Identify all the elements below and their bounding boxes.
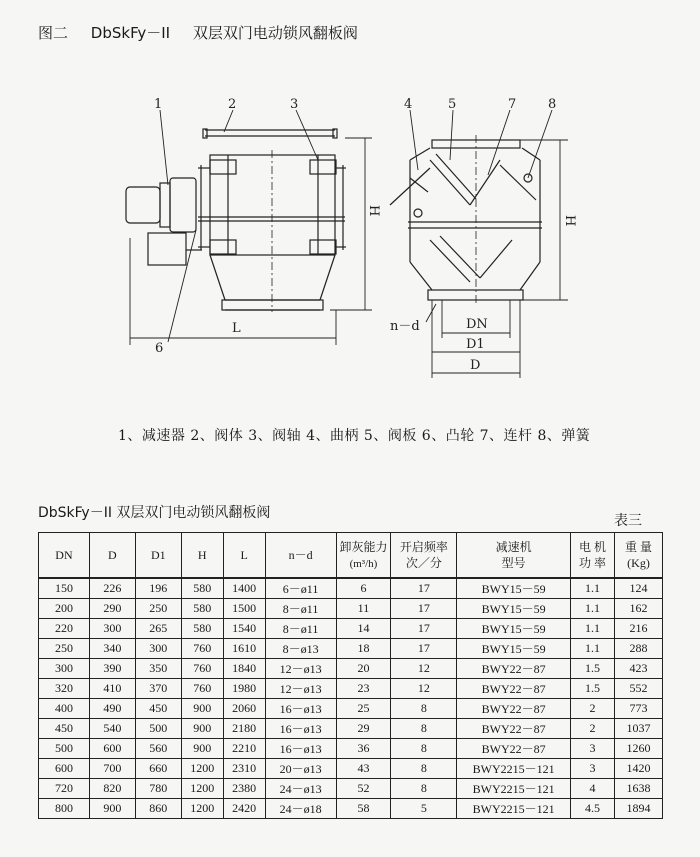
spec-table — [38, 532, 663, 819]
figure-model: DbSkFy－II — [90, 24, 171, 42]
table-row — [39, 619, 663, 639]
table-cell: 1.1 — [571, 599, 615, 619]
table-cell: 300 — [135, 639, 181, 659]
table-row — [39, 599, 663, 619]
table-cell: 14 — [336, 619, 391, 639]
table-cell: 580 — [181, 599, 223, 619]
dim-h-left: H — [366, 205, 381, 217]
table-cell: 900 — [181, 719, 223, 739]
table-cell: 8 — [391, 699, 457, 719]
header-h: H — [181, 533, 223, 579]
table-cell: 900 — [181, 699, 223, 719]
callout-6: 6 — [155, 341, 164, 356]
table-cell: 8 — [391, 719, 457, 739]
table-cell: 1420 — [615, 759, 663, 779]
table-cell: 220 — [39, 619, 90, 639]
header-dn: DN — [39, 533, 90, 579]
table-cell: 16－ø13 — [265, 699, 336, 719]
table-cell: 4 — [571, 779, 615, 799]
table-row — [39, 739, 663, 759]
table-cell: 450 — [39, 719, 90, 739]
table-cell: 17 — [391, 619, 457, 639]
table-cell: 1200 — [181, 759, 223, 779]
table-cell: BWY22－87 — [457, 699, 571, 719]
table-cell: 2180 — [223, 719, 265, 739]
table-row — [39, 799, 663, 819]
table-cell: 773 — [615, 699, 663, 719]
table-cell: 900 — [181, 739, 223, 759]
table-cell: 1500 — [223, 599, 265, 619]
table-cell: 6 — [336, 578, 391, 599]
table-cell: 700 — [89, 759, 135, 779]
table-cell: 800 — [39, 799, 90, 819]
valve-drawing — [0, 0, 700, 420]
table-cell: 36 — [336, 739, 391, 759]
table-cell: 1980 — [223, 679, 265, 699]
callout-3: 3 — [290, 97, 299, 112]
table-row — [39, 719, 663, 739]
header-frequency: 开启频率 次／分 — [391, 533, 457, 579]
table-cell: 1610 — [223, 639, 265, 659]
table-cell: BWY15－59 — [457, 599, 571, 619]
table-cell: 23 — [336, 679, 391, 699]
table-cell: 340 — [89, 639, 135, 659]
table-label: 表三 — [614, 513, 642, 529]
table-cell: 780 — [135, 779, 181, 799]
table-cell: 290 — [89, 599, 135, 619]
table-cell: 16－ø13 — [265, 719, 336, 739]
table-cell: 17 — [391, 599, 457, 619]
table-cell: 8－ø13 — [265, 639, 336, 659]
table-cell: 16－ø13 — [265, 739, 336, 759]
table-cell: 8 — [391, 779, 457, 799]
table-cell: 720 — [39, 779, 90, 799]
table-cell: 320 — [39, 679, 90, 699]
table-cell: 8－ø11 — [265, 599, 336, 619]
table-cell: 8 — [391, 759, 457, 779]
table-cell: BWY22－87 — [457, 679, 571, 699]
table-cell: 450 — [135, 699, 181, 719]
table-cell: 300 — [39, 659, 90, 679]
left-valve-body — [198, 129, 346, 312]
table-cell: BWY22－87 — [457, 659, 571, 679]
table-cell: 18 — [336, 639, 391, 659]
header-reducer: 减速机 型号 — [457, 533, 571, 579]
table-cell: 43 — [336, 759, 391, 779]
table-cell: 3 — [571, 739, 615, 759]
table-cell: 6－ø11 — [265, 578, 336, 599]
table-cell: 580 — [181, 578, 223, 599]
table-cell: 540 — [89, 719, 135, 739]
table-cell: 124 — [615, 578, 663, 599]
table-cell: 288 — [615, 639, 663, 659]
table-cell: 760 — [181, 639, 223, 659]
table-cell: 226 — [89, 578, 135, 599]
table-cell: BWY2215－121 — [457, 779, 571, 799]
table-cell: BWY15－59 — [457, 578, 571, 599]
table-cell: 216 — [615, 619, 663, 639]
table-cell: 1.5 — [571, 659, 615, 679]
table-cell: BWY2215－121 — [457, 799, 571, 819]
table-cell: 350 — [135, 659, 181, 679]
parts-legend: 1、减速器 2、阀体 3、阀轴 4、曲柄 5、阀板 6、凸轮 7、连杆 8、弹簧 — [118, 428, 591, 444]
table-cell: 250 — [39, 639, 90, 659]
table-cell: 1638 — [615, 779, 663, 799]
table-header-row — [39, 533, 663, 579]
table-title: DbSkFy－II 双层双门电动锁风翻板阀 — [38, 505, 271, 521]
table-cell: 24－ø18 — [265, 799, 336, 819]
table-cell: 20 — [336, 659, 391, 679]
figure-label: 图二 — [38, 24, 69, 42]
table-cell: 11 — [336, 599, 391, 619]
table-cell: 500 — [135, 719, 181, 739]
table-cell: 12－ø13 — [265, 679, 336, 699]
table-row — [39, 639, 663, 659]
header-d1: D1 — [135, 533, 181, 579]
table-cell: 17 — [391, 578, 457, 599]
table-cell: 410 — [89, 679, 135, 699]
table-cell: 200 — [39, 599, 90, 619]
table-cell: BWY15－59 — [457, 619, 571, 639]
table-cell: 52 — [336, 779, 391, 799]
table-cell: 500 — [39, 739, 90, 759]
table-cell: 390 — [89, 659, 135, 679]
figure-name: 双层双门电动锁风翻板阀 — [192, 24, 358, 42]
table-cell: 1840 — [223, 659, 265, 679]
table-cell: 600 — [39, 759, 90, 779]
table-cell: BWY22－87 — [457, 739, 571, 759]
table-cell: 1.1 — [571, 619, 615, 639]
callout-5: 5 — [448, 97, 457, 112]
table-cell: 1.1 — [571, 639, 615, 659]
table-row — [39, 679, 663, 699]
table-cell: 860 — [135, 799, 181, 819]
table-cell: 29 — [336, 719, 391, 739]
callout-7: 7 — [508, 97, 517, 112]
dim-d: D — [470, 358, 481, 373]
table-cell: BWY15－59 — [457, 639, 571, 659]
table-cell: 25 — [336, 699, 391, 719]
table-cell: 400 — [39, 699, 90, 719]
table-cell: 1894 — [615, 799, 663, 819]
table-cell: 2310 — [223, 759, 265, 779]
table-cell: 1200 — [181, 799, 223, 819]
table-cell: 760 — [181, 659, 223, 679]
table-cell: 900 — [89, 799, 135, 819]
table-cell: 1037 — [615, 719, 663, 739]
header-nd: n－d — [265, 533, 336, 579]
table-cell: 300 — [89, 619, 135, 639]
dim-d1: D1 — [466, 337, 485, 352]
callout-2: 2 — [228, 97, 237, 112]
dim-dn: DN — [466, 317, 488, 332]
table-cell: 2 — [571, 699, 615, 719]
table-cell: 552 — [615, 679, 663, 699]
right-valve-body — [390, 135, 542, 305]
table-cell: 150 — [39, 578, 90, 599]
table-cell: 560 — [135, 739, 181, 759]
table-row — [39, 659, 663, 679]
table-cell: 2060 — [223, 699, 265, 719]
callout-4: 4 — [404, 97, 413, 112]
table-cell: BWY22－87 — [457, 719, 571, 739]
table-cell: 490 — [89, 699, 135, 719]
dim-h-right: H — [562, 215, 577, 227]
table-cell: 370 — [135, 679, 181, 699]
table-cell: 2210 — [223, 739, 265, 759]
table-cell: 20－ø13 — [265, 759, 336, 779]
table-cell: 1200 — [181, 779, 223, 799]
table-cell: 17 — [391, 639, 457, 659]
table-cell: 8 — [391, 739, 457, 759]
dim-l: L — [232, 321, 241, 336]
table-cell: 820 — [89, 779, 135, 799]
table-cell: 5 — [391, 799, 457, 819]
table-cell: 1.5 — [571, 679, 615, 699]
table-row — [39, 699, 663, 719]
table-cell: 265 — [135, 619, 181, 639]
table-cell: 196 — [135, 578, 181, 599]
callout-8: 8 — [548, 97, 557, 112]
table-cell: 3 — [571, 759, 615, 779]
callout-1: 1 — [154, 97, 163, 112]
table-cell: 4.5 — [571, 799, 615, 819]
table-cell: 1260 — [615, 739, 663, 759]
table-cell: 2 — [571, 719, 615, 739]
table-cell: 8－ø11 — [265, 619, 336, 639]
table-row — [39, 759, 663, 779]
table-cell: 1.1 — [571, 578, 615, 599]
table-cell: 12 — [391, 679, 457, 699]
table-cell: 600 — [89, 739, 135, 759]
header-weight: 重 量 (Kg) — [615, 533, 663, 579]
header-motor: 电 机 功 率 — [571, 533, 615, 579]
table-cell: 423 — [615, 659, 663, 679]
table-cell: 250 — [135, 599, 181, 619]
table-cell: 580 — [181, 619, 223, 639]
table-cell: 162 — [615, 599, 663, 619]
table-cell: 760 — [181, 679, 223, 699]
table-cell: 12 — [391, 659, 457, 679]
table-cell: BWY2215－121 — [457, 759, 571, 779]
table-cell: 12－ø13 — [265, 659, 336, 679]
table-cell: 1400 — [223, 578, 265, 599]
table-row — [39, 578, 663, 599]
table-cell: 24－ø13 — [265, 779, 336, 799]
header-d: D — [89, 533, 135, 579]
dim-nd: n－d — [390, 319, 420, 334]
table-cell: 660 — [135, 759, 181, 779]
table-cell: 58 — [336, 799, 391, 819]
header-capacity: 卸灰能力 (m³/h) — [336, 533, 391, 579]
table-row — [39, 779, 663, 799]
table-cell: 1540 — [223, 619, 265, 639]
table-cell: 2380 — [223, 779, 265, 799]
header-l: L — [223, 533, 265, 579]
table-cell: 2420 — [223, 799, 265, 819]
